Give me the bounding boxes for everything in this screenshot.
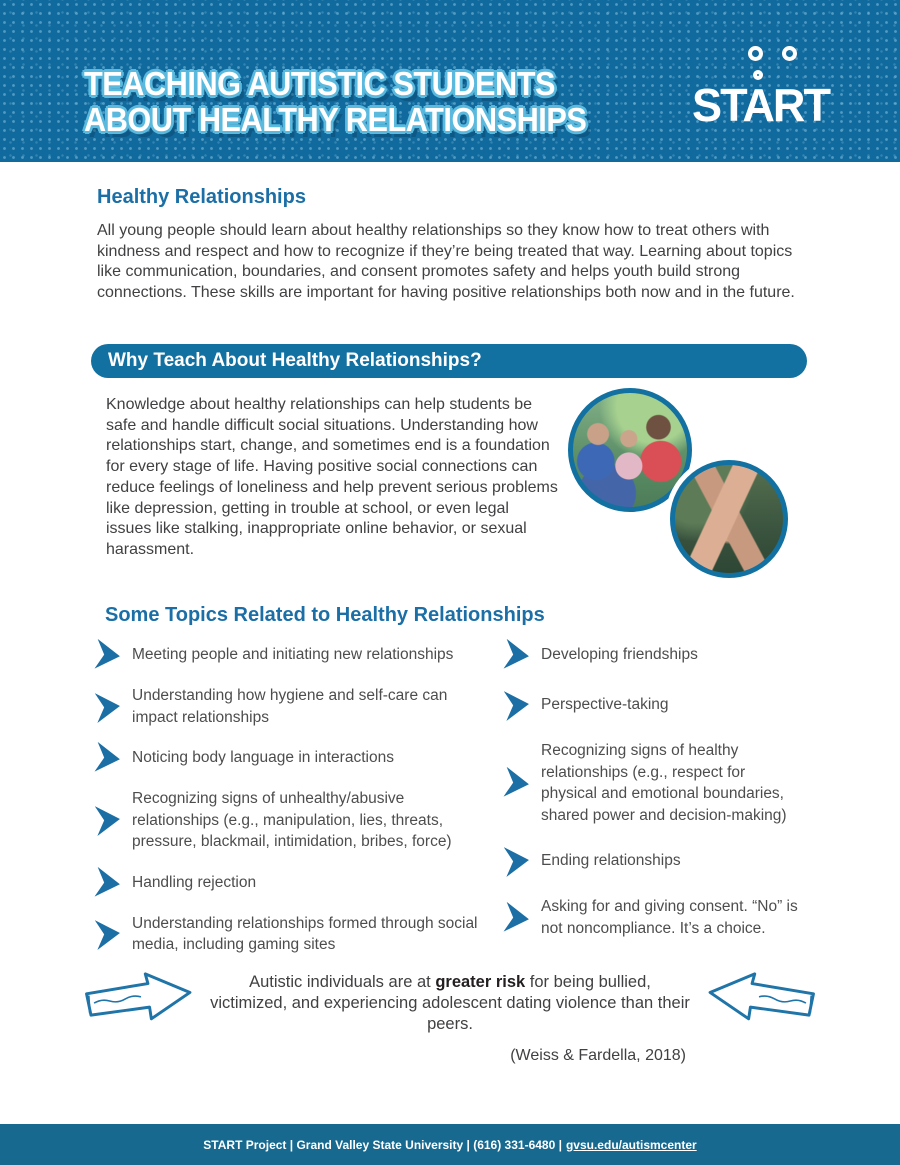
why-section-paragraph: Knowledge about healthy relationships can help students be safe and handle difficult social situations. Understanding how relationships start, change, and sometimes end is a foundation for every stage of life. Having positive social connections can reduce feelings of loneliness and help prevent serious problems like depression, getting in trouble at school, or even legal issues like stalking, inappropriate online behavior, or sexual harassment. <box>106 396 558 558</box>
topic-label: Asking for and giving consent. “No” is not noncompliance. It’s a choice. <box>541 898 798 937</box>
list-item <box>505 846 815 876</box>
chevron-bullet-icon <box>503 901 530 933</box>
chevron-bullet-icon <box>94 639 121 671</box>
topic-label: Developing friendships <box>541 646 698 664</box>
footer-link[interactable]: gvsu.edu/autismcenter <box>565 1137 697 1152</box>
topic-label: Meeting people and initiating new relationships <box>132 646 454 664</box>
risk-text-bold: greater risk <box>435 973 526 991</box>
doodle-arrow-left-icon <box>700 962 822 1032</box>
logo-head-circle-icon <box>748 46 763 61</box>
footer-bar <box>0 1124 900 1165</box>
intro-heading: Healthy Relationships <box>97 186 306 208</box>
topic-label: Understanding how hygiene and self-care can impact relationships <box>132 687 448 726</box>
topic-label: Understanding relationships formed through social media, including gaming sites <box>132 914 478 953</box>
list-item <box>505 640 815 670</box>
chevron-bullet-icon <box>95 691 122 723</box>
risk-text-pre: Autistic individuals are at <box>249 973 436 991</box>
why-section-banner: Why Teach About Healthy Relationships? <box>91 344 807 378</box>
topics-list-left <box>96 640 504 971</box>
risk-callout-text <box>210 972 690 1066</box>
chevron-bullet-icon <box>504 689 531 721</box>
topic-label: Recognizing signs of unhealthy/abusive relationships (e.g., manipulation, lies, threats, pressure, blackmail, intimidation, bribes, force) <box>132 790 452 850</box>
list-item <box>96 913 504 956</box>
page-title-line2: ABOUT HEALTHY RELATIONSHIPS <box>84 101 587 138</box>
logo-wordmark: START <box>692 79 830 131</box>
list-item <box>505 740 815 826</box>
page-title <box>84 66 586 138</box>
header-banner <box>0 0 900 162</box>
list-item <box>96 868 504 898</box>
topic-label: Noticing body language in interactions <box>132 749 394 767</box>
chevron-bullet-icon <box>503 767 530 799</box>
list-item <box>505 896 815 939</box>
children-sitting-together-photo <box>568 388 692 512</box>
topics-heading: Some Topics Related to Healthy Relationships <box>105 604 545 626</box>
topic-label: Handling rejection <box>132 873 257 891</box>
list-item <box>505 690 815 720</box>
citation: (Weiss & Fardella, 2018) <box>510 1047 686 1064</box>
topic-label: Perspective-taking <box>541 696 669 714</box>
list-item <box>96 640 504 670</box>
risk-callout <box>80 962 820 1066</box>
logo-head-circle-icon <box>782 46 797 61</box>
chevron-bullet-icon <box>504 845 531 877</box>
chevron-bullet-icon <box>94 866 121 898</box>
intro-section <box>97 186 809 303</box>
list-item <box>96 788 504 853</box>
chevron-bullet-icon <box>95 804 122 836</box>
holding-hands-photo <box>670 460 788 578</box>
page-title-line1: TEACHING AUTISTIC STUDENTS <box>84 65 556 102</box>
list-item <box>96 743 504 773</box>
topic-label: Recognizing signs of healthy relationships (e.g., respect for physical and emotional boundaries, shared power and decision-making) <box>541 742 787 824</box>
chevron-bullet-icon <box>95 918 122 950</box>
chevron-bullet-icon <box>503 639 530 671</box>
risk-text-post: for being bullied, victimized, and experiencing adolescent dating violence than their peers. <box>210 973 690 1033</box>
list-item <box>96 685 504 728</box>
chevron-bullet-icon <box>94 742 121 774</box>
footer-text: START Project | Grand Valley State University | (616) 331-6480 | <box>203 1137 562 1152</box>
topic-label: Ending relationships <box>541 852 681 870</box>
topics-list-right <box>505 640 815 959</box>
doodle-arrow-right-icon <box>78 962 200 1032</box>
intro-paragraph: All young people should learn about healthy relationships so they know how to treat others with kindness and respect and how to recognize if they’re being treated that way. Learning about topics like communication, boundaries, and consent promotes safety and helps youth build strong connections. These skills are important for having positive relationships both now and in the future. <box>97 222 795 301</box>
start-logo <box>692 46 850 132</box>
